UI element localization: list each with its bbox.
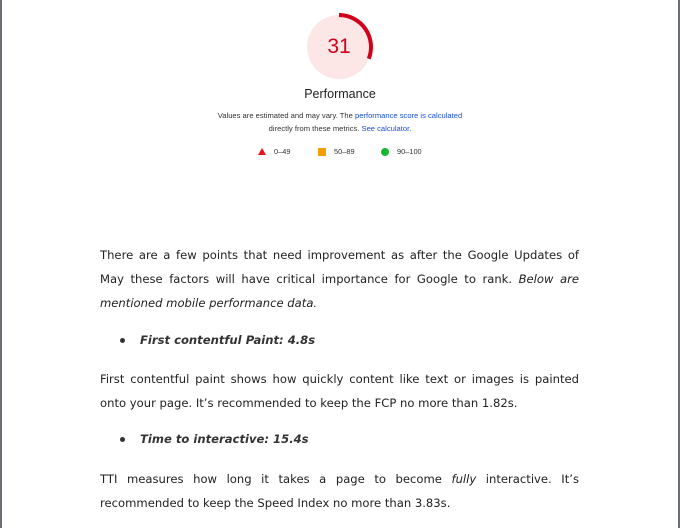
paragraph-text: TTI measures how long it takes a page to become [100, 472, 452, 486]
list-item [120, 432, 309, 446]
bullet-icon [120, 338, 125, 343]
bullet-icon [120, 437, 125, 442]
article-paragraph-3 [100, 467, 579, 515]
article-paragraph-2 [100, 367, 579, 415]
note-text-1: Values are estimated and may vary. The [217, 111, 355, 120]
paragraph-text: There are a few points that need improvement as after the Google Updates of May these factors will have critical importance for Google to rank. [100, 248, 579, 286]
orange-square-icon [318, 148, 326, 156]
see-calculator-link[interactable]: See calculator. [361, 124, 412, 133]
performance-title: Performance [304, 87, 376, 101]
legend-item-pass [381, 147, 422, 156]
performance-score-value: 31 [327, 35, 351, 58]
performance-score-link[interactable]: performance score is calculated [354, 111, 463, 120]
window-border-left [0, 0, 2, 528]
legend-range: 90–100 [397, 147, 422, 156]
bullet-text: Time to interactive: 15.4s [140, 432, 309, 446]
note-text-2: directly from these metrics. [268, 124, 362, 133]
paragraph-italic-text: Below are mentioned mobile performance data. [100, 272, 579, 310]
paragraph-text: First contentful paint shows how quickly content like text or images is painted onto your page. It’s recommended to keep the FCP no more than 1.82s. [100, 372, 579, 410]
legend-range: 0–49 [274, 147, 291, 156]
bullet-list-2 [100, 429, 579, 449]
legend-item-average [318, 147, 355, 156]
bullet-list-1 [100, 330, 579, 350]
paragraph-text: interactive. It’s recommended to keep the Speed Index no more than 3.83s. [100, 472, 579, 510]
article-paragraph-1 [100, 243, 579, 315]
estimate-note [190, 109, 490, 135]
performance-score-gauge [303, 11, 375, 83]
score-legend [0, 147, 680, 159]
legend-item-fail [258, 147, 290, 156]
red-triangle-icon [258, 148, 266, 155]
paragraph-italic-text: fully [451, 472, 477, 486]
legend-range: 50–89 [334, 147, 355, 156]
bullet-text: First contentful Paint: 4.8s [140, 333, 316, 347]
list-item [120, 333, 315, 347]
green-circle-icon [381, 148, 389, 156]
